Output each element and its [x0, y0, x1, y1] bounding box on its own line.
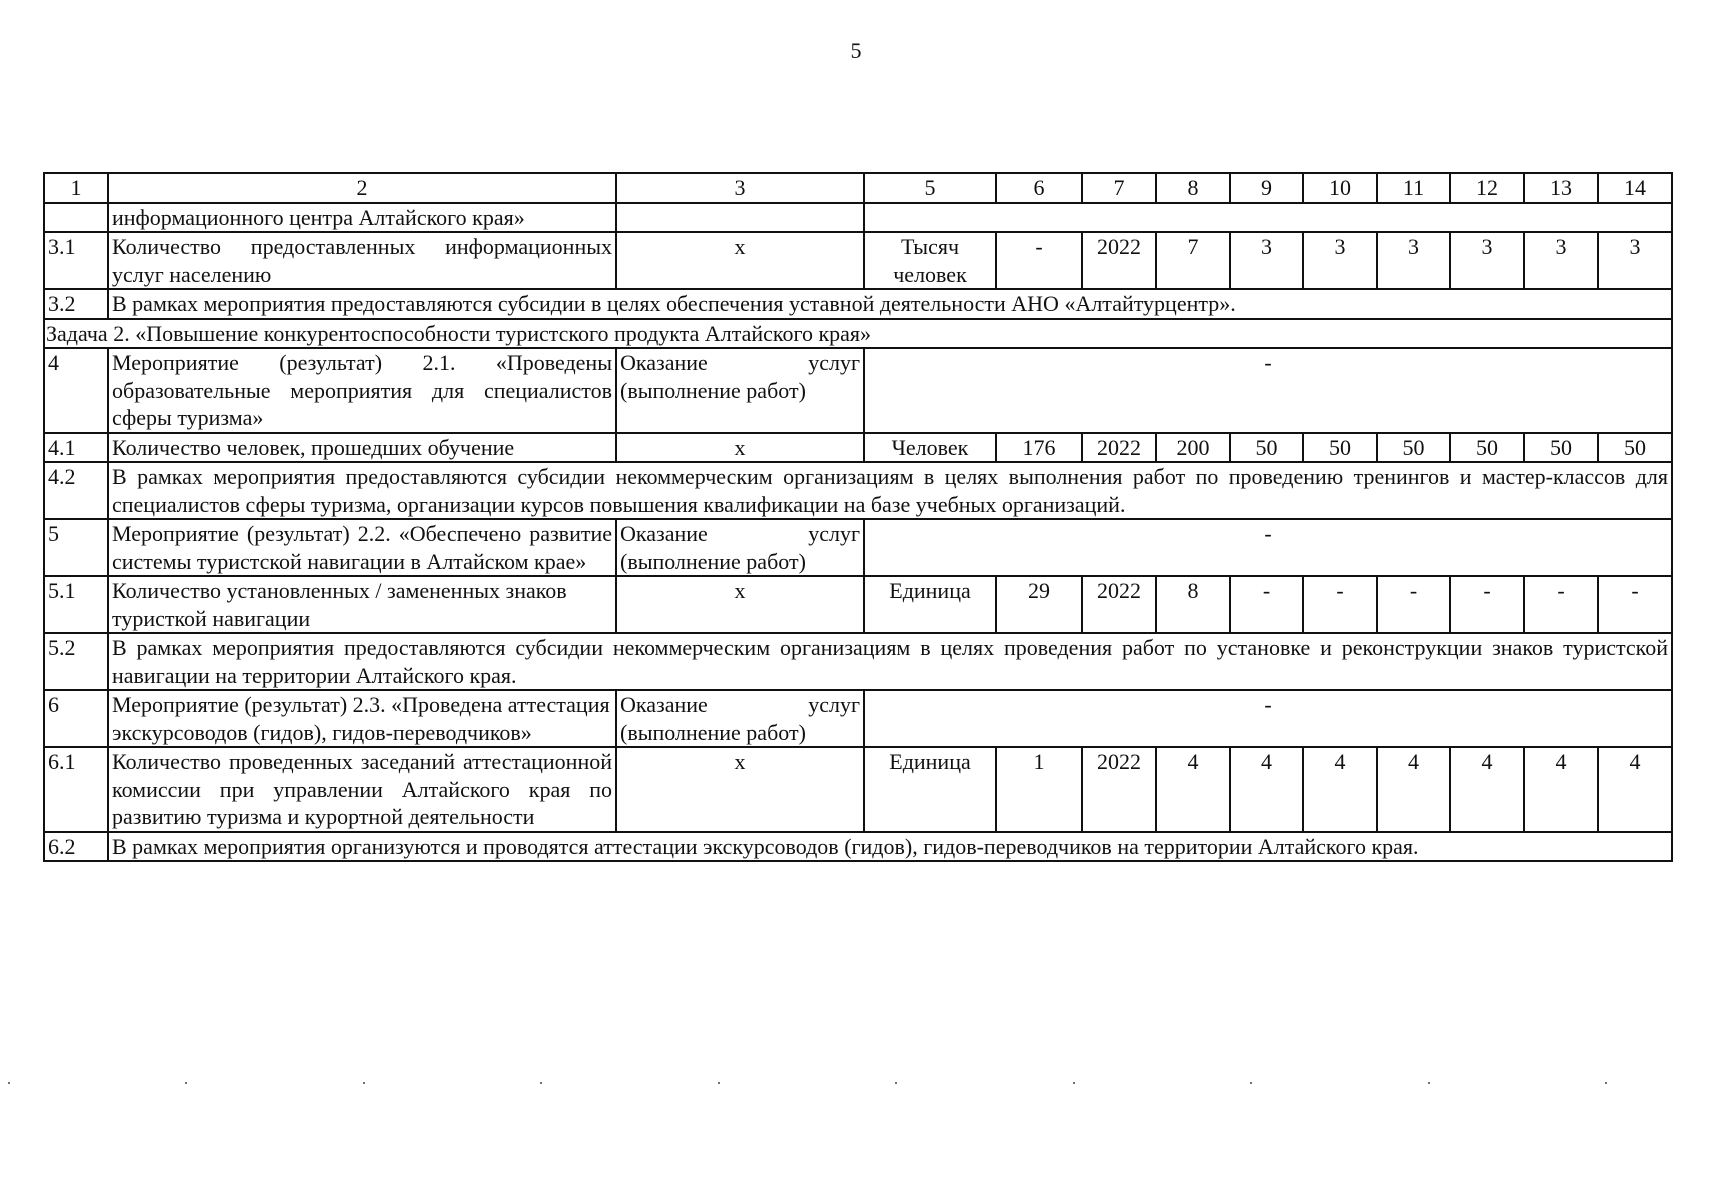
value-cell: 50 — [1303, 433, 1377, 463]
value-cell: 50 — [1377, 433, 1450, 463]
header-cell: 5 — [864, 173, 996, 203]
row-number-cell: 4 — [44, 348, 108, 433]
row-name-cell: Количество установленных / замененных знаков туристкой навигации — [108, 576, 616, 633]
value-cell: 3 — [1450, 232, 1524, 289]
header-row — [44, 173, 1672, 203]
scan-dot — [1250, 1082, 1252, 1084]
scan-dot — [363, 1082, 365, 1084]
row-name-cell: Мероприятие (результат) 2.1. «Проведены образовательные мероприятия для специалистов сферы туризма» — [108, 348, 616, 433]
row-type-cell: x — [616, 576, 864, 633]
row-year-cell: 2022 — [1082, 747, 1156, 832]
scan-dot — [718, 1082, 720, 1084]
row-base-cell: 1 — [996, 747, 1082, 832]
row-name-cell: Количество предоставленных информационных услуг населению — [108, 232, 616, 289]
value-cell: - — [1377, 576, 1450, 633]
table-row — [44, 519, 1672, 576]
value-cell: - — [1230, 576, 1303, 633]
value-cell: 50 — [1598, 433, 1672, 463]
row-type-cell: Оказание услуг (выполнение работ) — [616, 690, 864, 747]
header-cell: 12 — [1450, 173, 1524, 203]
value-cell: 50 — [1230, 433, 1303, 463]
scan-dot — [540, 1082, 542, 1084]
header-cell: 8 — [1156, 173, 1230, 203]
header-cell: 11 — [1377, 173, 1450, 203]
row-number-cell: 6.1 — [44, 747, 108, 832]
row-year-cell: 2022 — [1082, 576, 1156, 633]
row-number-cell: 5.2 — [44, 633, 108, 690]
value-cell: 4 — [1598, 747, 1672, 832]
header-cell: 1 — [44, 173, 108, 203]
value-cell: 8 — [1156, 576, 1230, 633]
row-rest-cell: - — [864, 519, 1672, 576]
table-row — [44, 832, 1672, 862]
row-name-cell: Количество проведенных заседаний аттестационной комиссии при управлении Алтайского края по развитию туризма и курортной деятельности — [108, 747, 616, 832]
row-type-cell — [616, 203, 864, 233]
row-note-cell: В рамках мероприятия организуются и проводятся аттестации экскурсоводов (гидов), гидов-переводчиков на территории Алтайского края. — [108, 832, 1672, 862]
row-type-cell: x — [616, 747, 864, 832]
header-cell: 9 — [1230, 173, 1303, 203]
table-row — [44, 690, 1672, 747]
row-rest-cell: - — [864, 348, 1672, 433]
value-cell: - — [1598, 576, 1672, 633]
header-cell: 3 — [616, 173, 864, 203]
row-type-cell: Оказание услуг (выполнение работ) — [616, 519, 864, 576]
table-row — [44, 462, 1672, 519]
value-cell: 4 — [1377, 747, 1450, 832]
row-year-cell: 2022 — [1082, 433, 1156, 463]
row-number-cell: 4.1 — [44, 433, 108, 463]
header-cell: 14 — [1598, 173, 1672, 203]
indicators-table — [43, 172, 1673, 862]
value-cell: 4 — [1450, 747, 1524, 832]
row-year-cell: 2022 — [1082, 232, 1156, 289]
table-row — [44, 633, 1672, 690]
value-cell: 200 — [1156, 433, 1230, 463]
value-cell: - — [1450, 576, 1524, 633]
value-cell: 4 — [1303, 747, 1377, 832]
row-number-cell: 3.1 — [44, 232, 108, 289]
row-number-cell: 5 — [44, 519, 108, 576]
scan-dot — [185, 1082, 187, 1084]
scan-dots-divider — [0, 1082, 1712, 1092]
table-row — [44, 433, 1672, 463]
row-name-cell: информационного центра Алтайского края» — [108, 203, 616, 233]
row-note-cell: В рамках мероприятия предоставляются субсидии некоммерческим организациям в целях выполнения работ по проведению тренингов и мастер-классов для специалистов сферы туризма, организации курсов повышения квалификации на базе учебных организаций. — [108, 462, 1672, 519]
row-unit-cell: Человек — [864, 433, 996, 463]
row-unit-cell: Единица — [864, 747, 996, 832]
page-number: 5 — [850, 38, 862, 63]
table-row — [44, 232, 1672, 289]
value-cell: 4 — [1156, 747, 1230, 832]
row-name-cell: Количество человек, прошедших обучение — [108, 433, 616, 463]
value-cell: 50 — [1524, 433, 1598, 463]
row-rest-cell: - — [864, 690, 1672, 747]
value-cell: 4 — [1524, 747, 1598, 832]
scan-dot — [8, 1082, 10, 1084]
scan-dot — [1605, 1082, 1607, 1084]
row-name-cell: Мероприятие (результат) 2.2. «Обеспечено развитие системы туристской навигации в Алтайском крае» — [108, 519, 616, 576]
row-base-cell: - — [996, 232, 1082, 289]
row-unit-cell: Тысяч человек — [864, 232, 996, 289]
task-title-cell: Задача 2. «Повышение конкурентоспособности туристского продукта Алтайского края» — [44, 319, 1672, 349]
row-number-cell: 6.2 — [44, 832, 108, 862]
task-row — [44, 319, 1672, 349]
row-type-cell: Оказание услуг (выполнение работ) — [616, 348, 864, 433]
table-row — [44, 747, 1672, 832]
header-cell: 2 — [108, 173, 616, 203]
row-unit-cell: Единица — [864, 576, 996, 633]
row-number-cell: 4.2 — [44, 462, 108, 519]
table-row — [44, 289, 1672, 319]
row-base-cell: 29 — [996, 576, 1082, 633]
table-row — [44, 348, 1672, 433]
value-cell: 3 — [1524, 232, 1598, 289]
value-cell: 3 — [1230, 232, 1303, 289]
value-cell: 3 — [1598, 232, 1672, 289]
scan-dot — [1073, 1082, 1075, 1084]
row-type-cell: x — [616, 433, 864, 463]
row-number-cell: 3.2 — [44, 289, 108, 319]
header-cell: 13 — [1524, 173, 1598, 203]
value-cell: - — [1303, 576, 1377, 633]
value-cell: 4 — [1230, 747, 1303, 832]
table-row — [44, 576, 1672, 633]
row-number-cell: 6 — [44, 690, 108, 747]
header-cell: 6 — [996, 173, 1082, 203]
header-cell: 10 — [1303, 173, 1377, 203]
row-number-cell — [44, 203, 108, 233]
row-rest-cell — [864, 203, 1672, 233]
table-row — [44, 203, 1672, 233]
value-cell: 50 — [1450, 433, 1524, 463]
scan-dot — [1428, 1082, 1430, 1084]
header-cell: 7 — [1082, 173, 1156, 203]
value-cell: 7 — [1156, 232, 1230, 289]
row-type-cell: x — [616, 232, 864, 289]
scan-dot — [895, 1082, 897, 1084]
value-cell: 3 — [1303, 232, 1377, 289]
row-number-cell: 5.1 — [44, 576, 108, 633]
value-cell: 3 — [1377, 232, 1450, 289]
row-base-cell: 176 — [996, 433, 1082, 463]
row-note-cell: В рамках мероприятия предоставляются субсидии некоммерческим организациям в целях проведения работ по установке и реконструкции знаков туристской навигации на территории Алтайского края. — [108, 633, 1672, 690]
value-cell: - — [1524, 576, 1598, 633]
row-name-cell: Мероприятие (результат) 2.3. «Проведена аттестация экскурсоводов (гидов), гидов-переводчиков» — [108, 690, 616, 747]
row-note-cell: В рамках мероприятия предоставляются субсидии в целях обеспечения уставной деятельности АНО «Алтайтурцентр». — [108, 289, 1672, 319]
